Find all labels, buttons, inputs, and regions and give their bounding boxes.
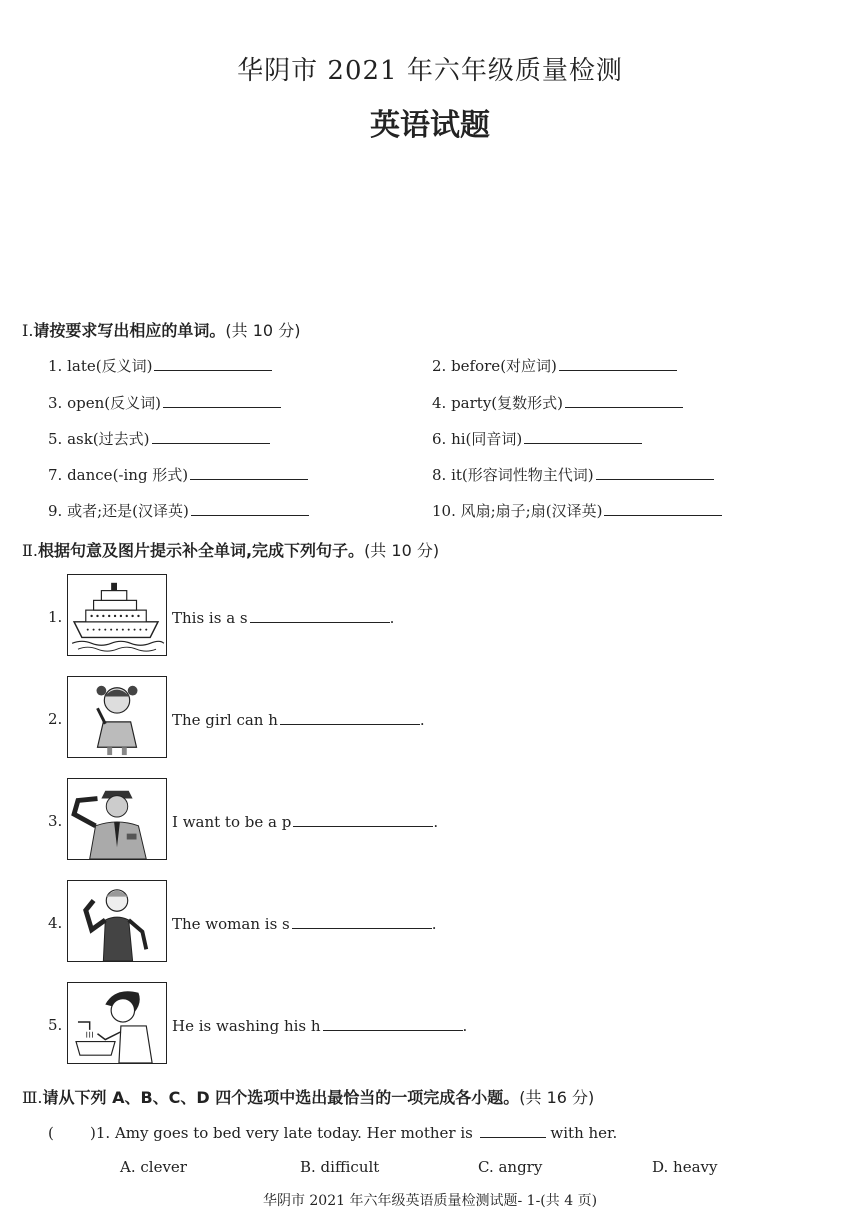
answer-blank[interactable] xyxy=(250,608,390,623)
word-item-3: 3. open(反义词) xyxy=(48,392,281,413)
answer-blank[interactable] xyxy=(190,465,308,480)
section-2-title: 根据句意及图片提示补全单词,完成下列句子。 xyxy=(37,541,365,560)
picture-item-number: 3. xyxy=(48,812,63,830)
section-1-score: (共 10 分) xyxy=(225,321,301,340)
girl-icon xyxy=(68,677,166,757)
section-2-heading xyxy=(22,538,439,561)
policeman-picture xyxy=(67,778,167,860)
sentence-4: The woman is s . xyxy=(172,915,437,933)
answer-blank[interactable] xyxy=(293,812,433,827)
sentence-2: The girl can h . xyxy=(172,711,425,729)
answer-paren[interactable]: ( xyxy=(48,1124,54,1142)
sentence-1: This is a s . xyxy=(172,609,395,627)
answer-blank[interactable] xyxy=(154,356,272,371)
picture-item-number: 2. xyxy=(48,710,63,728)
option-b[interactable]: B. difficult xyxy=(300,1158,380,1176)
answer-blank[interactable] xyxy=(604,501,722,516)
ship-picture xyxy=(67,574,167,656)
answer-blank[interactable] xyxy=(292,914,432,929)
section-2-numeral: Ⅱ. xyxy=(22,541,38,560)
policeman-icon xyxy=(68,779,166,859)
girl-listening-picture xyxy=(67,676,167,758)
word-item-8: 8. it(形容词性物主代词) xyxy=(432,464,714,485)
section-1-heading xyxy=(22,318,300,341)
word-item-2: 2. before(对应词) xyxy=(432,355,677,376)
answer-blank[interactable] xyxy=(191,501,309,516)
answer-blank[interactable] xyxy=(480,1123,546,1138)
sentence-3: I want to be a p . xyxy=(172,813,439,831)
word-item-5: 5. ask(过去式) xyxy=(48,428,270,449)
answer-blank[interactable] xyxy=(163,393,281,408)
section-2-score: (共 10 分) xyxy=(364,541,440,560)
strong-woman-picture xyxy=(67,880,167,962)
answer-blank[interactable] xyxy=(565,393,683,408)
word-item-7: 7. dance(-ing 形式) xyxy=(48,464,308,485)
question-stem: 1. Amy goes to bed very late today. Her mother is xyxy=(95,1124,473,1142)
picture-item-number: 4. xyxy=(48,914,63,932)
word-item-10: 10. 风扇;扇子;扇(汉译英) xyxy=(432,500,722,521)
section-3-score: (共 16 分) xyxy=(519,1088,595,1107)
exam-title: 华阴市 2021 年六年级质量检测 xyxy=(237,56,623,86)
section-3-numeral: Ⅲ. xyxy=(22,1088,43,1107)
answer-blank[interactable] xyxy=(323,1016,463,1031)
answer-blank[interactable] xyxy=(152,429,270,444)
answer-blank[interactable] xyxy=(559,356,677,371)
question-1: ( )1. Amy goes to bed very late today. Her mother is with her. xyxy=(48,1124,618,1142)
word-item-6: 6. hi(同音词) xyxy=(432,428,642,449)
option-c[interactable]: C. angry xyxy=(478,1158,543,1176)
answer-blank[interactable] xyxy=(596,465,714,480)
section-1-title: 请按要求写出相应的单词。 xyxy=(33,321,226,340)
picture-item-number: 5. xyxy=(48,1016,63,1034)
section-1-numeral: Ⅰ. xyxy=(22,321,34,340)
answer-blank[interactable] xyxy=(524,429,642,444)
boy-washing-icon xyxy=(68,983,166,1063)
answer-blank[interactable] xyxy=(280,710,420,725)
section-3-heading xyxy=(22,1085,594,1108)
sentence-5: He is washing his h . xyxy=(172,1017,468,1035)
word-item-9: 9. 或者;还是(汉译英) xyxy=(48,500,309,521)
page-footer: 华阴市 2021 年六年级英语质量检测试题- 1-(共 4 页) xyxy=(262,1193,598,1209)
word-item-1: 1. late(反义词) xyxy=(48,355,272,376)
strong-woman-icon xyxy=(68,881,166,961)
exam-subject: 英语试题 xyxy=(370,108,490,143)
option-d[interactable]: D. heavy xyxy=(652,1158,718,1176)
word-item-4: 4. party(复数形式) xyxy=(432,392,683,413)
option-a[interactable]: A. clever xyxy=(120,1158,187,1176)
boy-washing-picture xyxy=(67,982,167,1064)
section-3-title: 请从下列 A、B、C、D 四个选项中选出最恰当的一项完成各小题。 xyxy=(42,1088,520,1107)
picture-item-number: 1. xyxy=(48,608,63,626)
ship-icon xyxy=(68,575,166,655)
